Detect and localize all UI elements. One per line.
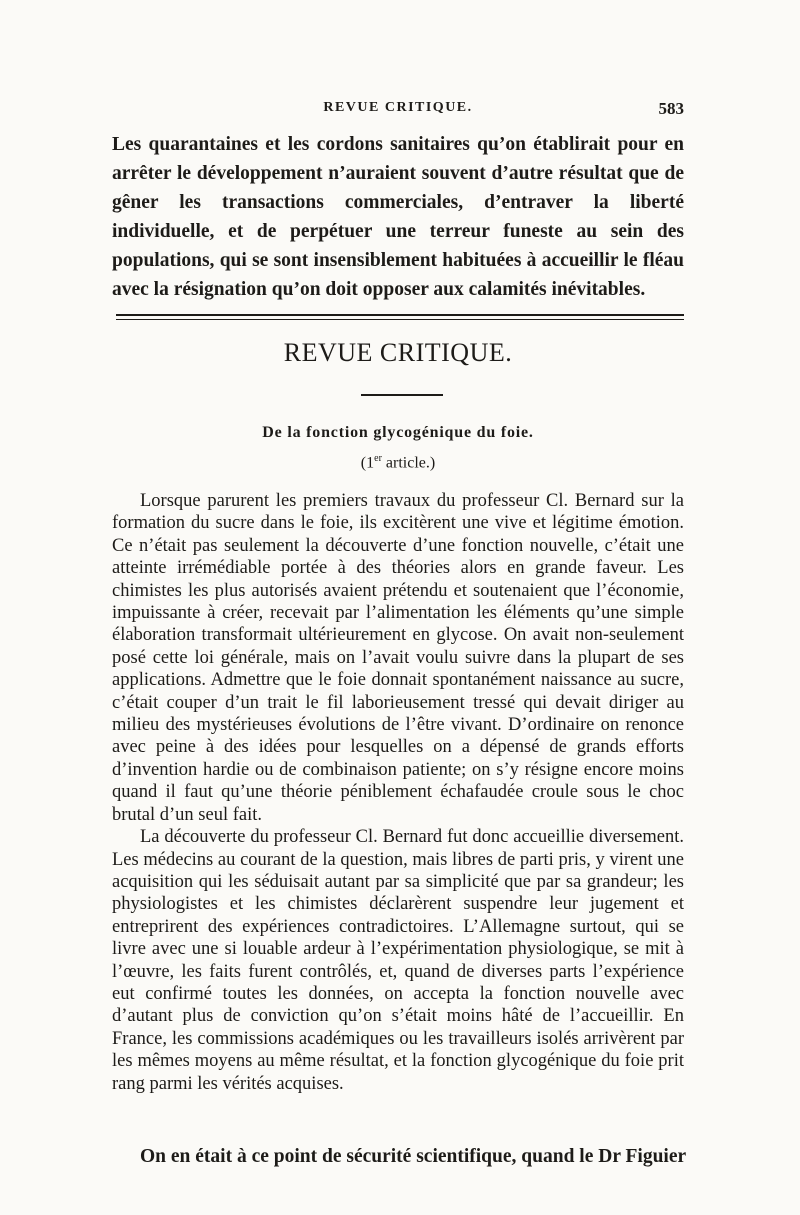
article-title: De la fonction glycogénique du foie. — [262, 424, 534, 441]
title-rule — [361, 394, 443, 396]
article-number-open: (1 — [360, 454, 375, 472]
article-body — [112, 490, 684, 1095]
article-number-sup: er — [374, 453, 382, 464]
running-head — [112, 100, 684, 122]
body-paragraph-1: Lorsque parurent les premiers travaux du professeur Cl. Bernard sur la formation du sucre dans le foie, ils excitèrent une vive et légitime émotion. Ce n’était pas seulement la découverte d’une fonction nouvelle, c’était une atteinte irrémédiable portée à des théories alors en grande faveur. Les chimistes les plus autorisés avaient prétendu et soutenaient que l’économie, impuissante à créer, recevait par l’alimentation les éléments qu’une simple élaboration transformait ultérieurement en glycose. On avait non-seulement posé cette loi générale, mais on l’avait voulu suivre dans la plupart de ses applications. Admettre que le foie donnait spontanément naissance au sucre, c’était couper d’un trait le fil laborieusement tressé qui devait diriger au milieu des mystérieuses évolutions de l’être vivant. D’ordinaire on renonce avec peine à des idées pour lesquelles on a dépensé de grands efforts d’invention hardie ou de combinaison patiente; on s’y résigne encore moins quand il faut qu’une théorie péniblement échafaudée croule sous le choc brutal d’un seul fait. — [112, 491, 684, 825]
page-number: 583 — [658, 99, 684, 118]
continued-paragraph: Les quarantaines et les cordons sanitaires qu’on établirait pour en arrêter le développement n’auraient souvent d’autre résultat que de gêner les transactions commerciales, d’entraver la liberté individuelle, et de perpétuer une terreur funeste au sein des populations, qui se sont insensiblement habituées à accueillir le fléau avec la résignation qu’on doit opposer aux calamités inévitables. — [112, 134, 684, 300]
running-title: REVUE CRITIQUE. — [323, 100, 473, 115]
body-paragraph-2: La découverte du professeur Cl. Bernard fut donc accueillie diversement. Les médecins au courant de la question, mais libres de parti pris, y virent une acquisition qui les séduisait autant par sa simplicité que par sa grandeur; les physiologistes et les chimistes déclarèrent suspendre leur jugement et entreprirent des expériences contradictoires. L’Allemagne surtout, qui se livre avec une si louable ardeur à l’expérimentation physiologique, se mit à l’œuvre, les faits furent contrôlés, et, quand de diverses parts l’expérience eut confirmé toutes les données, on accepta la fonction nouvelle avec d’autant plus de conviction qu’on s’était moins hâté de l’accueillir. En France, les commissions académiques ou les travailleurs isolés arrivèrent par les mêmes moyens au même résultat, et la fonction glycogénique du foie prit rang parmi les vérités acquises. — [112, 827, 684, 1094]
article-number-close: article.) — [381, 454, 436, 472]
continued-paragraph-block — [112, 130, 684, 304]
section-divider — [116, 314, 684, 316]
article-number — [112, 453, 684, 472]
section-title: REVUE CRITIQUE. — [283, 338, 513, 367]
continuing-line: On en était à ce point de sécurité scientifique, quand le Dr Figuier — [140, 1146, 687, 1167]
